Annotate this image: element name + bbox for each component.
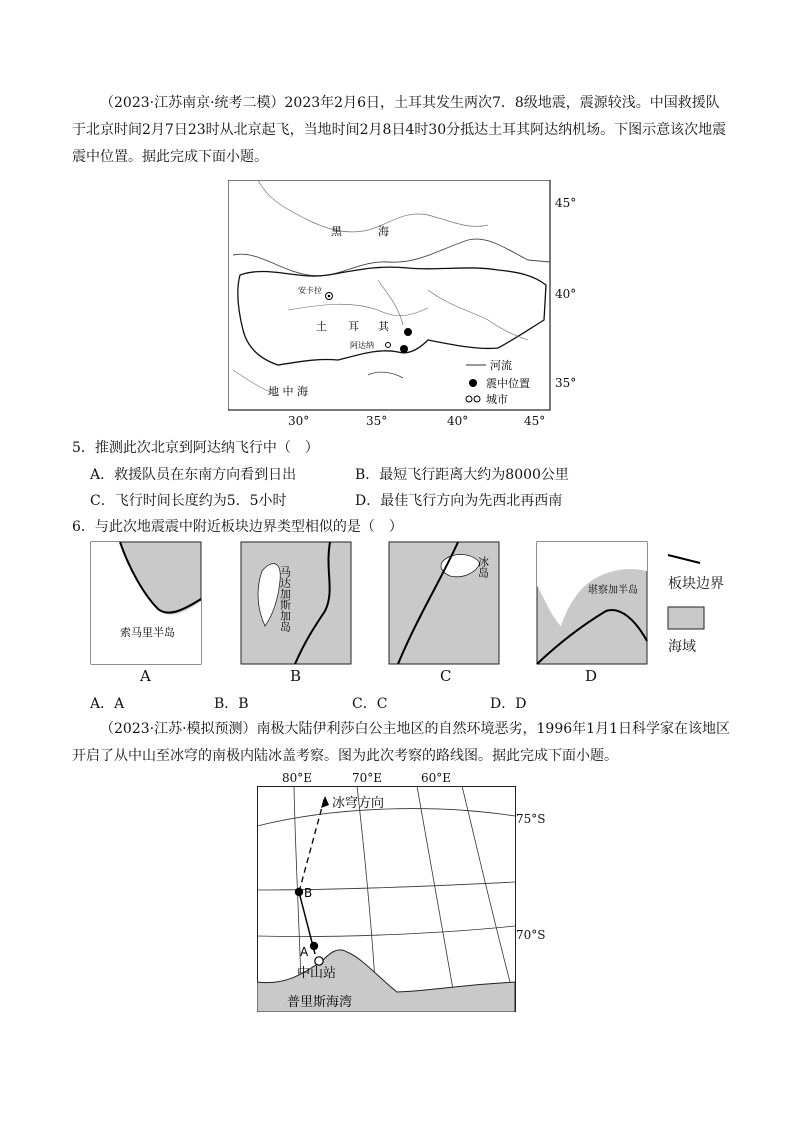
label-turkey-3: 其 (378, 320, 389, 333)
label-direction: 冰穹方向 (332, 796, 385, 811)
q5-option-d[interactable]: D．最佳飞行方向为先西北再西南 (355, 493, 563, 509)
lat-tick-35: 35° (555, 376, 577, 390)
panel-a-text: 索马里半岛 (120, 626, 175, 639)
panel-d-label: D (585, 667, 598, 685)
zhongshan-station-marker (315, 957, 323, 965)
label-adana: 阿达纳 (350, 341, 374, 350)
panel-a-label: A (140, 667, 151, 685)
label-bay: 普里斯海湾 (287, 995, 353, 1010)
q6-panel-c (388, 541, 500, 665)
q6-panel-d (536, 541, 648, 665)
label-turkey-1: 土 (316, 320, 327, 333)
legend-epicenter: 震中位置 (486, 377, 530, 390)
legend-river: 河流 (490, 359, 512, 372)
q5-option-c[interactable]: C．飞行时间长度约为5．5小时 (90, 493, 287, 509)
q5-option-b[interactable]: B．最短飞行距离大约为8000公里 (355, 467, 569, 483)
lon-tick-45: 45° (524, 414, 546, 428)
panel-c-text: 冰岛 (476, 556, 490, 578)
q6-option-a[interactable]: A．A (90, 696, 125, 712)
legend-boundary: 板块边界 (668, 576, 724, 592)
label-black-sea: 黑 (331, 225, 342, 238)
epicenter-2 (400, 345, 408, 353)
label-station: 中山站 (297, 966, 337, 981)
lat-tick-40: 40° (555, 287, 577, 301)
lon-tick-40: 40° (447, 414, 469, 428)
legend-sea: 海域 (668, 639, 696, 655)
label-black-sea-2: 海 (378, 225, 389, 238)
lon-tick-80e: 80°E (282, 771, 313, 785)
point-a (310, 942, 318, 950)
point-b (295, 888, 303, 896)
lon-tick-30: 30° (288, 414, 310, 428)
q5-stem: 5．推测此次北京到阿达纳飞行中（ ） (72, 440, 319, 456)
antarctica-route-map (257, 786, 517, 1012)
epicenter-1 (404, 328, 412, 336)
turkey-map (228, 180, 558, 430)
q6-option-c[interactable]: C．C (352, 696, 388, 712)
label-a: A (300, 945, 309, 959)
label-turkey-2: 耳 (348, 320, 359, 333)
q6-stem: 6．与此次地震震中附近板块边界类型相似的是（ ） (72, 519, 403, 535)
q1-intro: （2023·江苏南京·统考二模）2023年2月6日，土耳其发生两次7．8级地震，震源较浅。中国救援队于北京时间2月7日23时从北京起飞，当地时间2月8日4时30分抵达土耳其阿达纳机场。下图示意该次地震震中位置。据此完成下面小题。 (72, 95, 727, 165)
panel-d-text: 堪察加半岛 (588, 585, 638, 596)
label-ankara: 安卡拉 (298, 286, 322, 295)
q6-panel-b (240, 541, 352, 665)
q6-option-b[interactable]: B．B (214, 696, 249, 712)
lat-tick-70s: 70°S (516, 928, 546, 942)
lat-tick-45: 45° (555, 196, 577, 210)
q2-intro: （2023·江苏·模拟预测）南极大陆伊利莎白公主地区的自然环境恶劣，1996年1月1日科学家在该地区开启了从中山至冰穹的南极内陆冰盖考察。图为此次考察的路线图。据此完成下面小题。 (72, 721, 730, 764)
q6-option-d[interactable]: D．D (490, 696, 527, 712)
label-mediterranean: 地 中 海 (268, 385, 308, 398)
lon-tick-35: 35° (366, 414, 388, 428)
panel-c-label: C (440, 667, 452, 685)
lon-tick-60e: 60°E (421, 771, 452, 785)
panel-b-text: 马达加斯加岛 (278, 566, 292, 632)
panel-b-label: B (290, 667, 302, 685)
lon-tick-70e: 70°E (352, 771, 383, 785)
q5-option-a[interactable]: A．救援队员在东南方向看到日出 (90, 467, 297, 483)
lat-tick-75s: 75°S (516, 812, 546, 826)
q6-panel-a (90, 541, 202, 665)
legend-city: 城市 (486, 393, 508, 406)
label-b: B (304, 886, 313, 900)
